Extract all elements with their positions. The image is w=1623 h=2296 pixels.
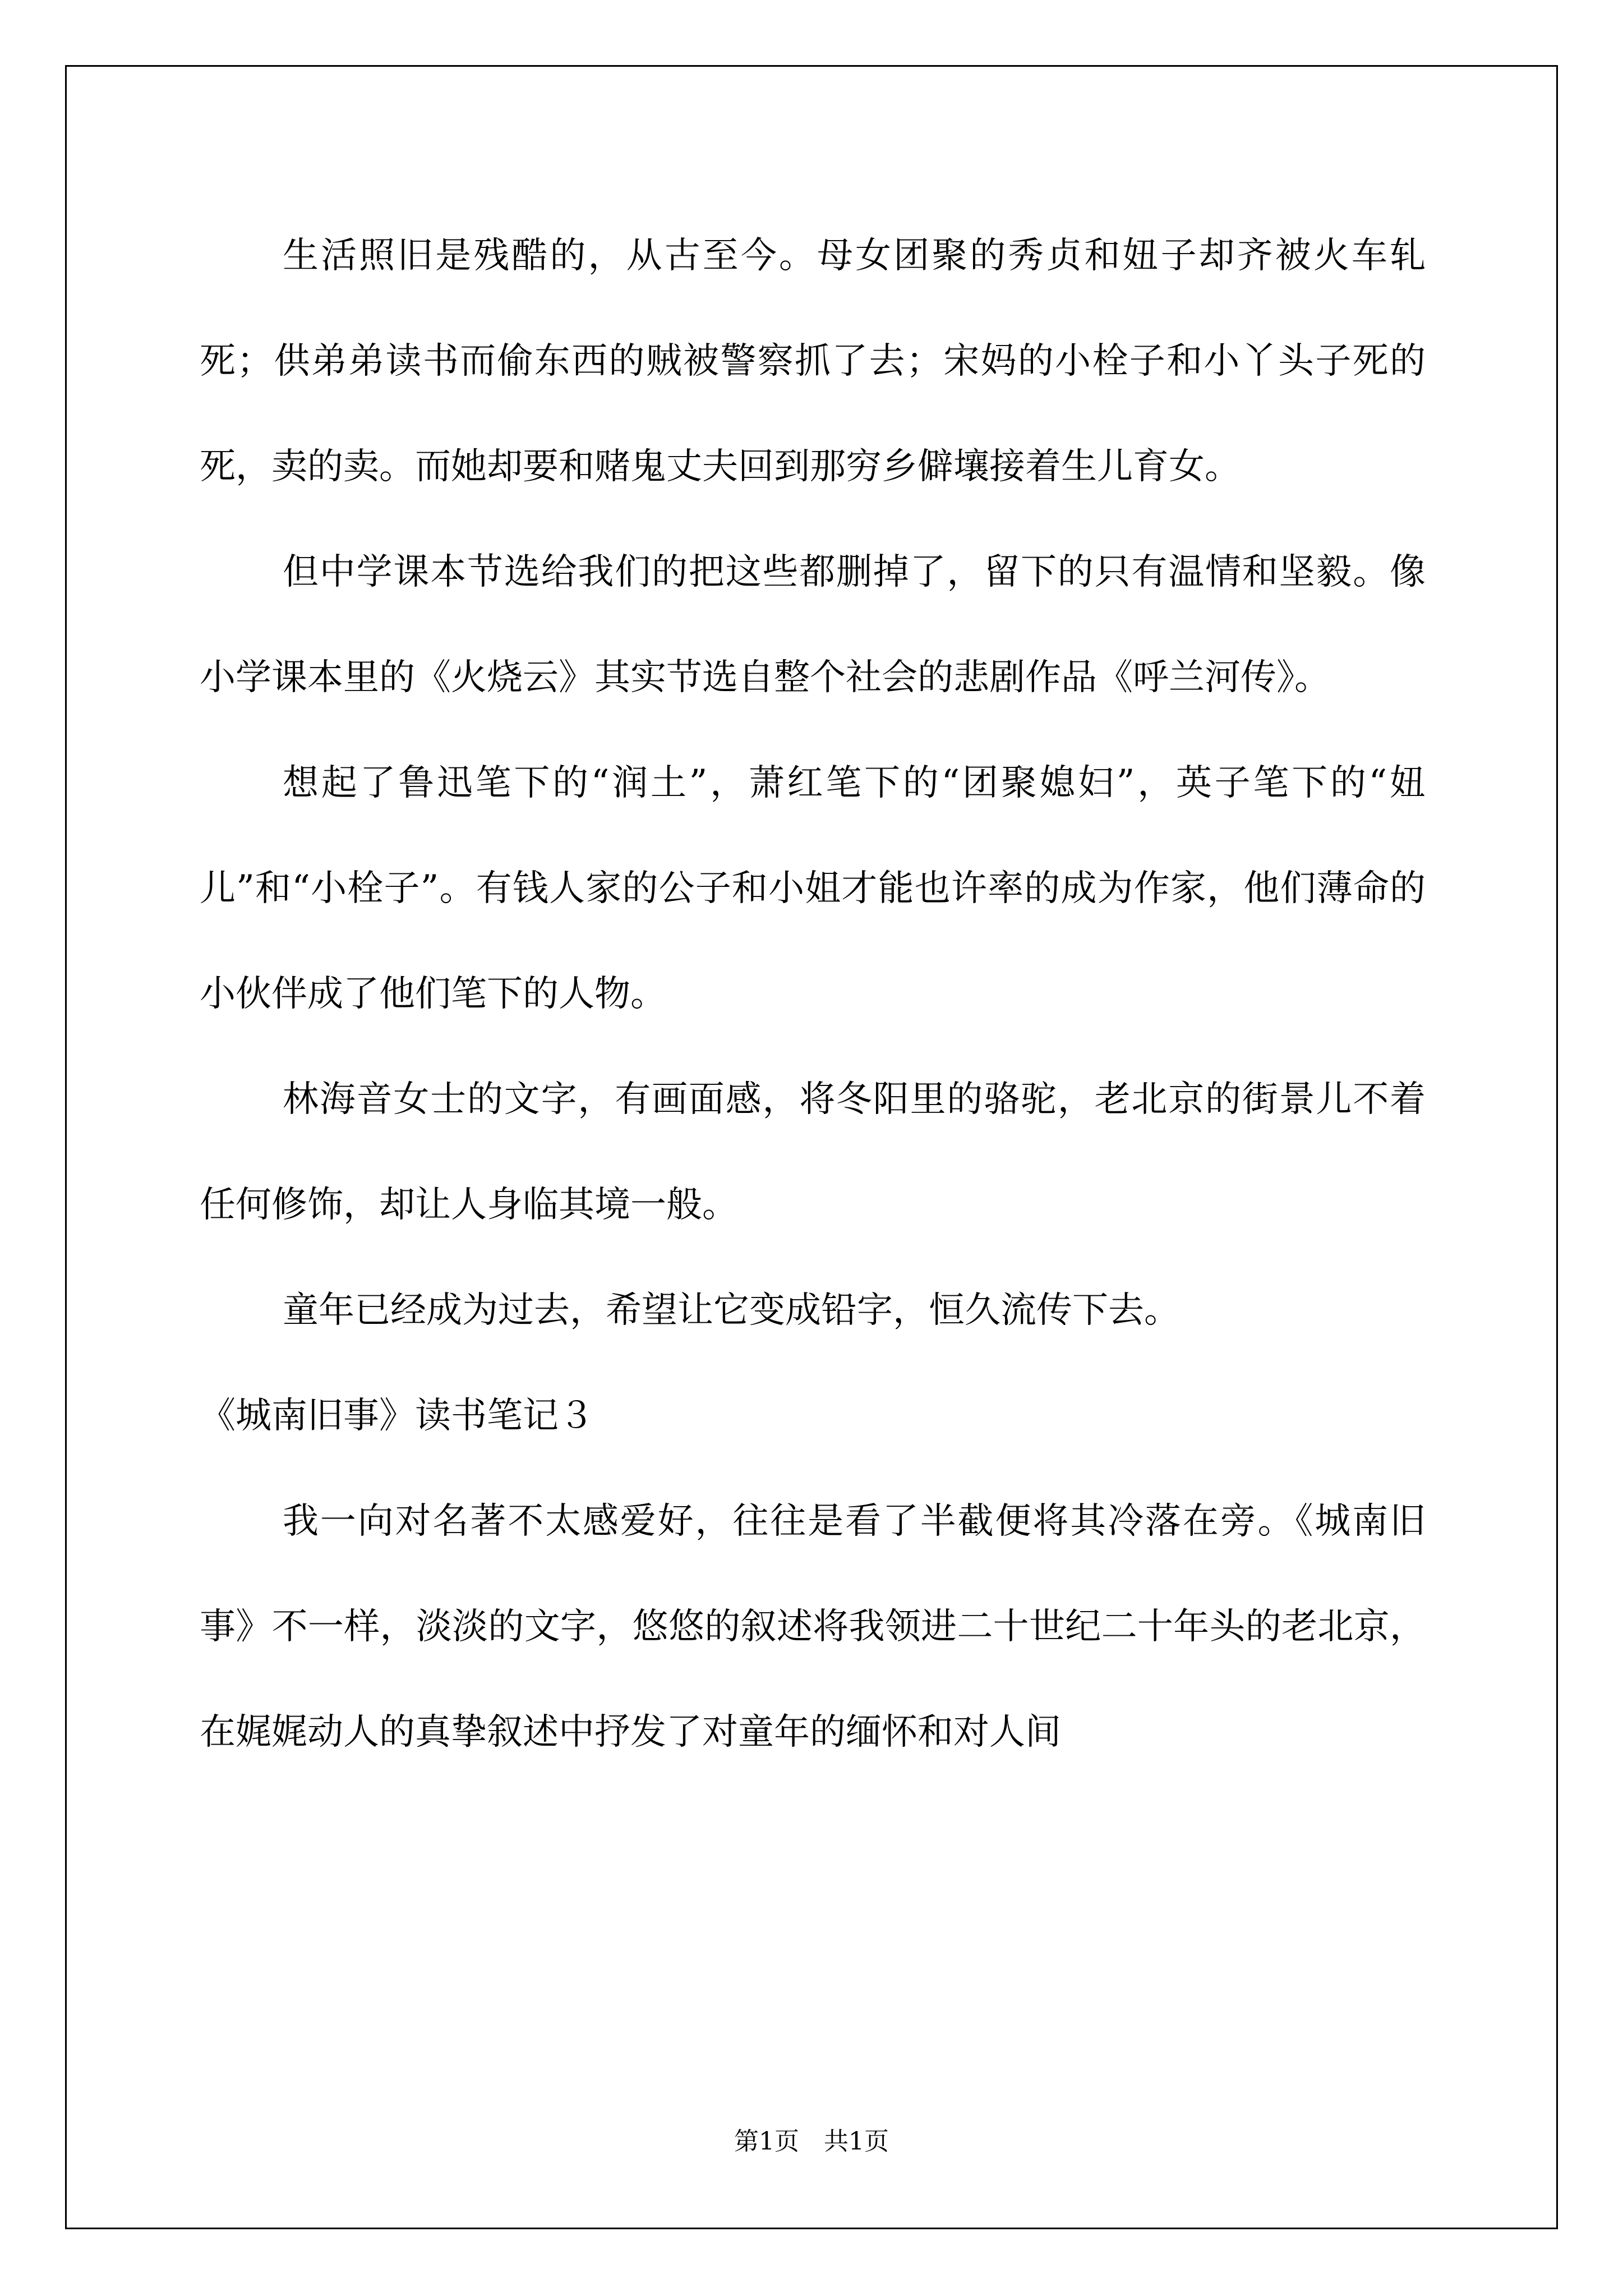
- document-body: [200, 203, 1426, 1785]
- page-footer: [0, 2125, 1623, 2159]
- paragraph: 想起了鲁迅笔下的“润土”，萧红笔下的“团聚媳妇”，英子笔下的“妞儿”和“小栓子”。有钱人家的公子和小姐才能也许率的成为作家，他们薄命的小伙伴成了他们笔下的人物。: [200, 762, 1426, 1015]
- paragraph: 童年已经成为过去，希望让它变成铅字，恒久流传下去。: [283, 1290, 1180, 1331]
- paragraph: 生活照旧是残酷的，从古至今。母女团聚的秀贞和妞子却齐被火车轧死；供弟弟读书而偷东西的贼被警察抓了去；宋妈的小栓子和小丫头子死的死，卖的卖。而她却要和赌鬼丈夫回到那穷乡僻壤接着生儿育女。: [200, 235, 1426, 487]
- page-number: 第1页: [734, 2127, 799, 2156]
- paragraph: 林海音女士的文字，有画面感，将冬阳里的骆驼，老北京的街景儿不着任何修饰，却让人身临其境一般。: [200, 1079, 1426, 1226]
- page-total: 共1页: [824, 2127, 889, 2156]
- section-heading: 《城南旧事》读书笔记３: [200, 1395, 594, 1437]
- paragraph: 但中学课本节选给我们的把这些都删掉了，留下的只有温情和坚毅。像小学课本里的《火烧云》其实节选自整个社会的悲剧作品《呼兰河传》。: [200, 551, 1426, 698]
- paragraph: 我一向对名著不太感爱好，往往是看了半截便将其冷落在旁。《城南旧事》不一样，淡淡的文字，悠悠的叙述将我领进二十世纪二十年头的老北京，在娓娓动人的真挚叙述中抒发了对童年的缅怀和对人间: [200, 1501, 1426, 1753]
